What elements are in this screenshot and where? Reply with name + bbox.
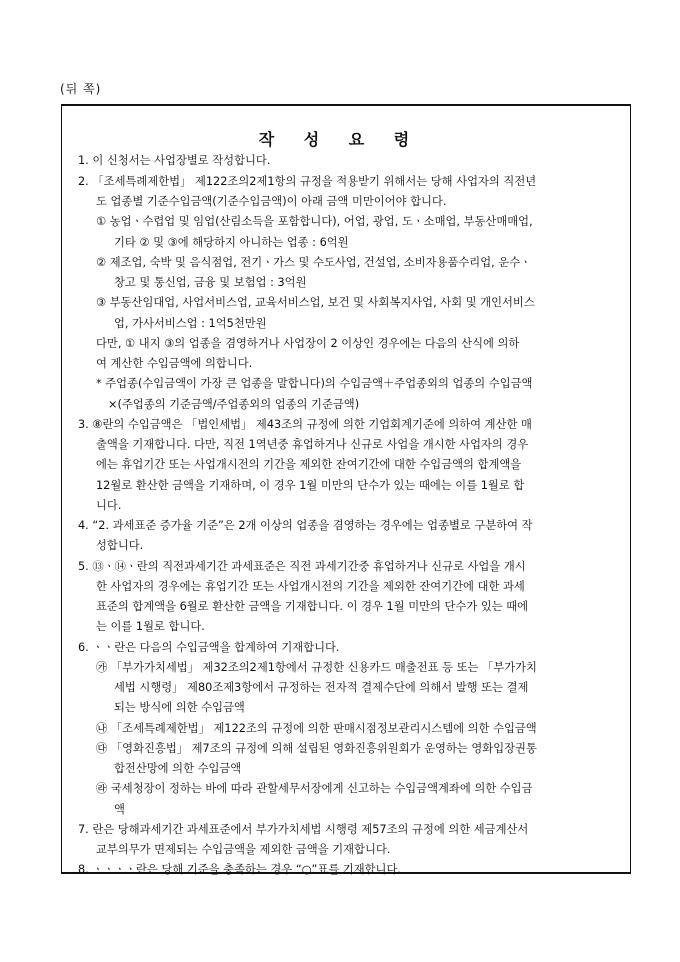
instruction-line: 표준의 합계액을 6월로 환산한 금액을 기재합니다. 이 경우 1월 미만의 단수가 있는 때에	[96, 600, 529, 613]
instruction-line: 교부의무가 면제되는 수입금액을 제외한 금액을 기재합니다.	[96, 843, 391, 856]
instruction-line: 에는 휴업기간 또는 사업개시전의 기간을 제외한 잔여기간에 대한 수입금액의 합계액을	[96, 458, 522, 471]
page-side-label: (뒤 쪽)	[60, 82, 102, 96]
instruction-line: ×(주업종의 기준금액/주업종외의 업종의 기준금액)	[108, 398, 360, 411]
instruction-line: ③ 부동산임대업, 사업서비스업, 교육서비스업, 보건 및 사회복지사업, 사회 및 개인서비스	[96, 296, 535, 309]
instruction-line: 세법 시행령」 제80조제3항에서 규정하는 전자적 결제수단에 의해서 발행 또는 결제	[114, 681, 529, 694]
instruction-line: 니다.	[96, 499, 122, 512]
instruction-line: 12월로 환산한 금액을 기재하며, 이 경우 1월 미만의 단수가 있는 때에는 이를 1월로 합	[96, 479, 525, 492]
instruction-line: 액	[114, 803, 125, 816]
instruction-line: 업, 가사서비스업 : 1억5천만원	[114, 317, 267, 330]
instruction-line: ㉯ 「조세특례제한법」 제122조의 규정에 의한 판매시점정보관리시스템에 의한 수입금액	[96, 722, 537, 735]
instruction-line: 5. ⑬ㆍ⑭ㆍ란의 직전과세기간 과세표준은 직전 과세기간중 휴업하거나 신규로 사업을 개시	[78, 560, 526, 573]
instruction-line: 1. 이 신청서는 사업장별로 작성합니다.	[78, 154, 271, 167]
instruction-line: 6. ㆍㆍ란은 다음의 수입금액을 합계하여 기재합니다.	[78, 641, 340, 654]
instruction-line: 되는 방식에 의한 수입금액	[114, 701, 245, 714]
instruction-line: ㉰ 「영화진흥법」 제7조의 규정에 의해 설립된 영화진흥위원회가 운영하는 영화입장권통	[96, 742, 537, 755]
instruction-line: ㉮ 「부가가치세법」 제32조의2제1항에서 규정한 신용카드 매출전표 등 또는 「부가가치	[96, 661, 537, 674]
instruction-line: 출액을 기재합니다. 다만, 직전 1역년중 휴업하거나 신규로 사업을 개시한 사업자의 경우	[96, 438, 529, 451]
instruction-line: 도 업종별 기준수입금액(기준수입금액)이 아래 금액 미만이어야 합니다.	[96, 195, 447, 208]
instruction-line: 합전산망에 의한 수입금액	[114, 762, 242, 775]
instruction-line: ㉱ 국세청장이 정하는 바에 따라 관할세무서장에게 신고하는 수입금액계좌에 의한 수입금	[96, 782, 533, 795]
instruction-line: 4. “2. 과세표준 증가율 기준”은 2개 이상의 업종을 겸영하는 경우에는 업종별로 구분하여 작	[78, 519, 533, 532]
instruction-line: 여 계산한 수입금액에 의합니다.	[96, 357, 253, 370]
instruction-line: 8. ㆍㆍㆍㆍ란은 당해 기준을 충족하는 경우 “○”표를 기재합니다.	[78, 863, 401, 876]
instruction-line: ② 제조업, 숙박 및 음식점업, 전기ㆍ가스 및 수도사업, 건설업, 소비자용품수리업, 운수ㆍ	[96, 256, 532, 269]
instruction-line: 는 이를 1월로 합니다.	[96, 620, 205, 633]
instruction-line: 다만, ① 내지 ③의 업종을 겸영하거나 사업장이 2 이상인 경우에는 다음의 산식에 의하	[96, 337, 520, 350]
instruction-line: 2. 「조세특례제한법」 제122조의2제1항의 규정을 적용받기 위해서는 당해 사업자의 직전년	[78, 175, 537, 188]
instruction-line: 창고 및 통신업, 금융 및 보험업 : 3억원	[114, 276, 307, 289]
page-title: 작 성 요 령	[258, 130, 422, 149]
instruction-line: ① 농업ㆍ수렵업 및 임업(산림소득을 포함합니다), 어업, 광업, 도ㆍ소매업, 부동산매매업,	[96, 215, 533, 228]
instruction-line: 3. ⑧란의 수입금액은 「법인세법」 제43조의 규정에 의한 기업회계기준에 의하여 계산한 매	[78, 418, 532, 431]
instruction-line: 성합니다.	[96, 539, 144, 552]
instruction-line: 기타 ② 및 ③에 해당하지 아니하는 업종 : 6억원	[114, 236, 349, 249]
instruction-line: 한 사업자의 경우에는 휴업기간 또는 사업개시전의 기간을 제외한 잔여기간에 대한 과세	[96, 580, 525, 593]
instruction-line: 7. 란은 당해과세기간 과세표준에서 부가가치세법 시행령 제57조의 규정에 의한 세금계산서	[78, 823, 529, 836]
instruction-line: * 주업종(수입금액이 가장 큰 업종을 말합니다)의 수입금액＋주업종외의 업종의 수입금액	[96, 377, 533, 390]
